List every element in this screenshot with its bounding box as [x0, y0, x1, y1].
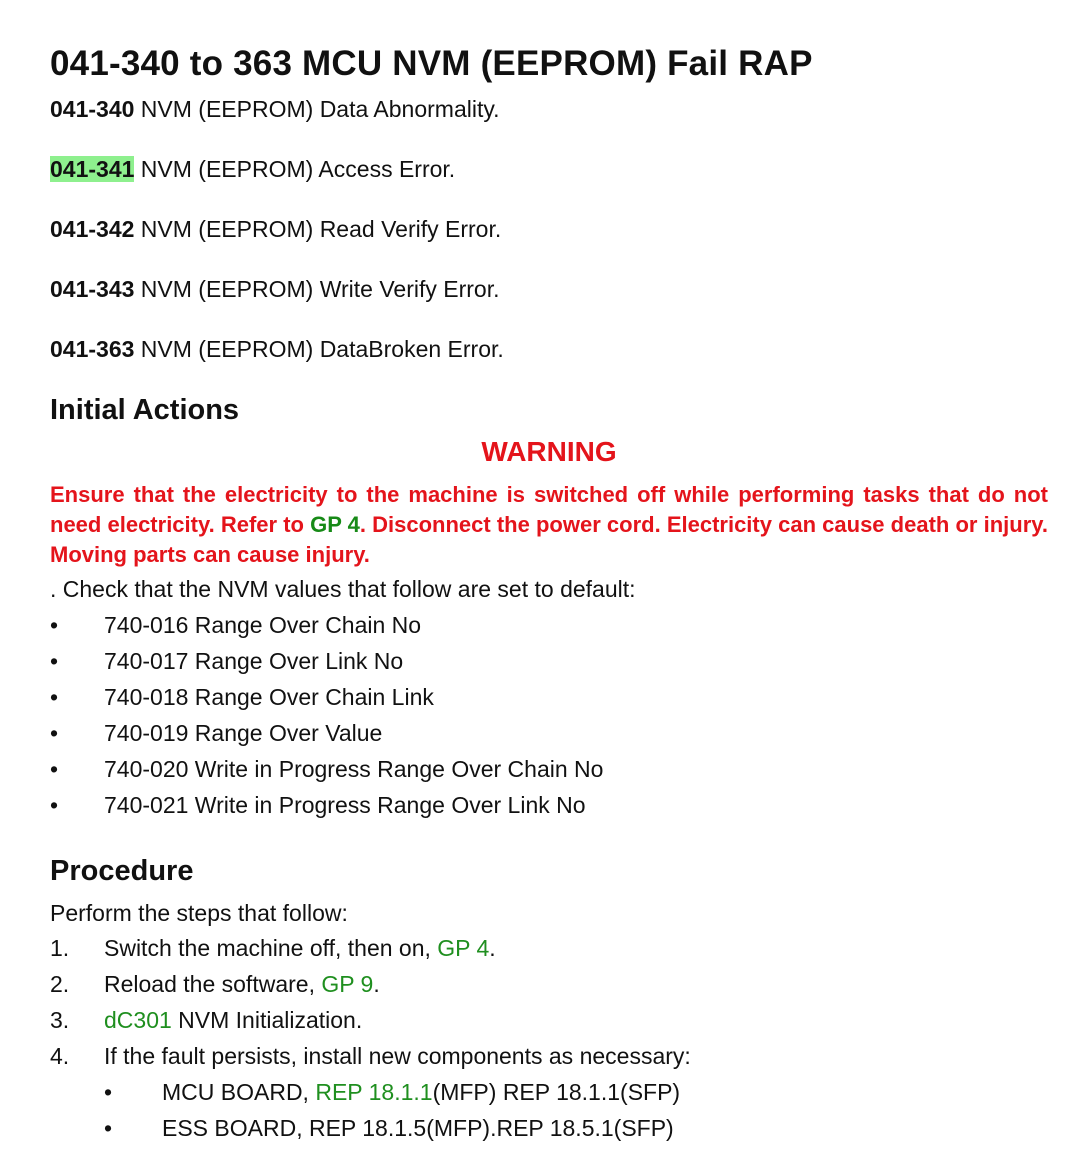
dc301-link[interactable]: dC301 [104, 1007, 172, 1033]
rep-18-1-1-link[interactable]: REP 18.1.1 [315, 1079, 433, 1105]
fault-code-line [50, 216, 501, 243]
fault-description: NVM (EEPROM) Write Verify Error. [134, 276, 500, 302]
nvm-value: 740-018 Range Over Chain Link [104, 684, 434, 710]
bullet: • [50, 648, 59, 674]
step-number: 2. [50, 971, 70, 997]
step-text-part: . [489, 935, 496, 961]
bullet: • [50, 756, 59, 782]
gp4-link[interactable]: GP 4 [310, 512, 360, 537]
fault-description: NVM (EEPROM) Read Verify Error. [134, 216, 502, 242]
step-number: 3. [50, 1007, 70, 1033]
step-text [104, 1002, 362, 1038]
warning-title: WARNING [481, 436, 617, 467]
component-text-part: MCU BOARD, [162, 1079, 316, 1105]
check-intro: . Check that the NVM values that follow are set to default: [50, 576, 636, 602]
step-text [104, 966, 380, 1002]
bullet: • [50, 792, 59, 818]
component-text-part: (MFP) REP 18.1.1(SFP) [432, 1079, 681, 1105]
step-text [104, 1038, 691, 1074]
bullet: • [104, 1079, 113, 1105]
warning-text-part: Ensure that the electricity to the machine is switched off while performing tasks that do not need electricity. Refer to [50, 482, 1048, 537]
fault-code-highlighted: 041-341 [50, 156, 135, 182]
fault-description: NVM (EEPROM) Data Abnormality. [134, 96, 500, 122]
fault-description: NVM (EEPROM) DataBroken Error. [134, 336, 504, 362]
fault-code-line [50, 156, 455, 183]
fault-description: NVM (EEPROM) Access Error. [134, 156, 456, 182]
bullet: • [50, 720, 59, 746]
bullet: • [50, 684, 59, 710]
nvm-value: 740-019 Range Over Value [104, 720, 383, 746]
step-text [104, 930, 496, 966]
bullet: • [104, 1115, 113, 1141]
bullet: • [50, 612, 59, 638]
nvm-value: 740-021 Write in Progress Range Over Link No [104, 792, 586, 818]
fault-code-line [50, 336, 504, 363]
step-number: 4. [50, 1043, 70, 1069]
page-title: 041-340 to 363 MCU NVM (EEPROM) Fail RAP [50, 44, 813, 83]
step-text-part: Reload the software, [104, 971, 322, 997]
nvm-value: 740-020 Write in Progress Range Over Chain No [104, 756, 604, 782]
step-text-part: Switch the machine off, then on, [104, 935, 438, 961]
fault-code-line [50, 276, 499, 303]
component-text [162, 1110, 674, 1146]
warning-text [50, 480, 1048, 570]
warning-text-part: . Disconnect the power cord. Electricity can cause death or injury. Moving parts can cause injury. [50, 512, 1048, 567]
step-text-part: . [373, 971, 380, 997]
fault-code: 041-340 [50, 96, 135, 122]
fault-code: 041-363 [50, 336, 135, 362]
initial-actions-heading: Initial Actions [50, 394, 240, 426]
gp9-link[interactable]: GP 9 [321, 971, 374, 997]
nvm-value: 740-017 Range Over Link No [104, 648, 404, 674]
step-text-part: If the fault persists, install new components as necessary: [104, 1043, 691, 1069]
fault-code-line [50, 96, 500, 123]
procedure-intro: Perform the steps that follow: [50, 900, 348, 926]
gp4-link[interactable]: GP 4 [437, 935, 490, 961]
nvm-value: 740-016 Range Over Chain No [104, 612, 422, 638]
fault-code: 041-343 [50, 276, 135, 302]
component-text-part: ESS BOARD, REP 18.1.5(MFP).REP 18.5.1(SFP) [162, 1115, 674, 1141]
procedure-heading: Procedure [50, 855, 194, 887]
component-text [162, 1074, 680, 1110]
step-number: 1. [50, 935, 70, 961]
step-text-part: NVM Initialization. [171, 1007, 363, 1033]
fault-code: 041-342 [50, 216, 135, 242]
